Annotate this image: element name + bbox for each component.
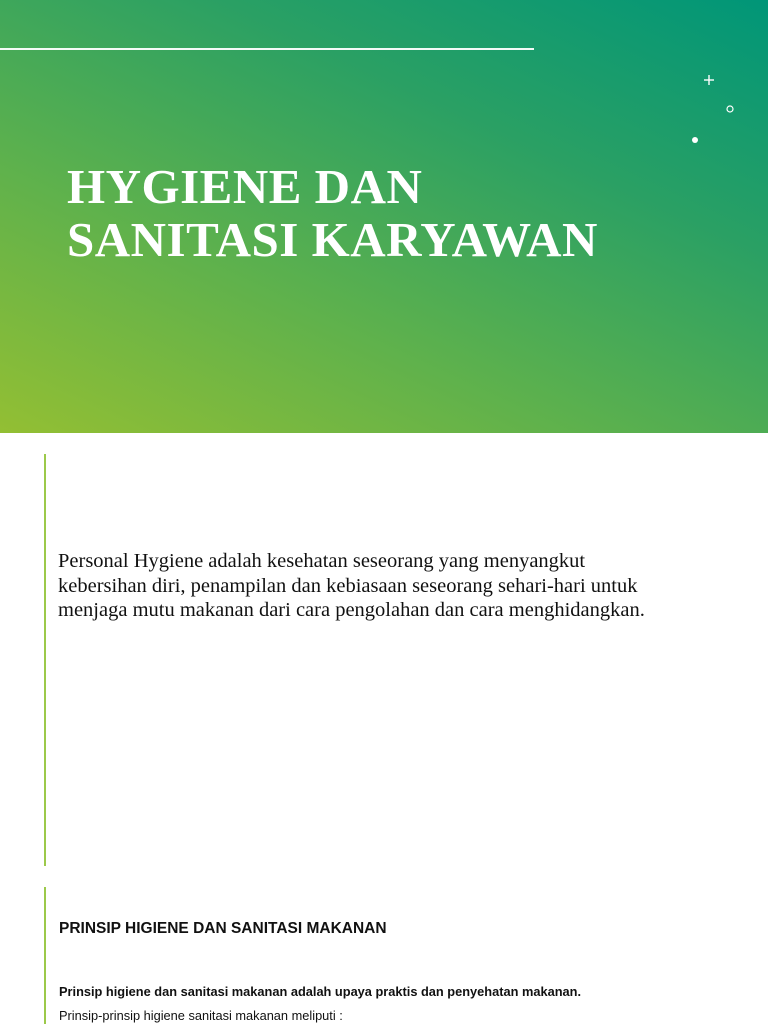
definition-line-1: Personal Hygiene adalah kesehatan seseorang yang menyangkut [58, 550, 586, 572]
dot-icon [691, 136, 699, 144]
title-slide [0, 0, 768, 433]
definition-line-2: kebersihan diri, penampilan dan kebiasaan seseorang sehari-hari untuk [58, 574, 638, 597]
ring-icon [725, 104, 735, 114]
title-line-2: SANITASI KARYAWAN [67, 212, 598, 267]
definition-line-3: menjaga mutu makanan dari cara pengolahan dan cara menghidangkan. [58, 599, 645, 621]
section-heading: PRINSIP HIGIENE DAN SANITASI MAKANAN [59, 920, 387, 937]
decorative-line [0, 48, 534, 50]
definition-text [58, 549, 758, 623]
plus-icon [702, 73, 716, 87]
accent-bar [44, 454, 46, 866]
principles-slide [0, 883, 768, 1024]
definition-slide [0, 433, 768, 883]
principles-intro: Prinsip-prinsip higiene sanitasi makanan meliputi : [59, 1008, 343, 1023]
accent-bar [44, 887, 46, 1024]
principle-summary: Prinsip higiene dan sanitasi makanan adalah upaya praktis dan penyehatan makanan. [59, 984, 582, 999]
title-line-1: HYGIENE DAN [67, 159, 423, 214]
slide-title [67, 160, 598, 266]
